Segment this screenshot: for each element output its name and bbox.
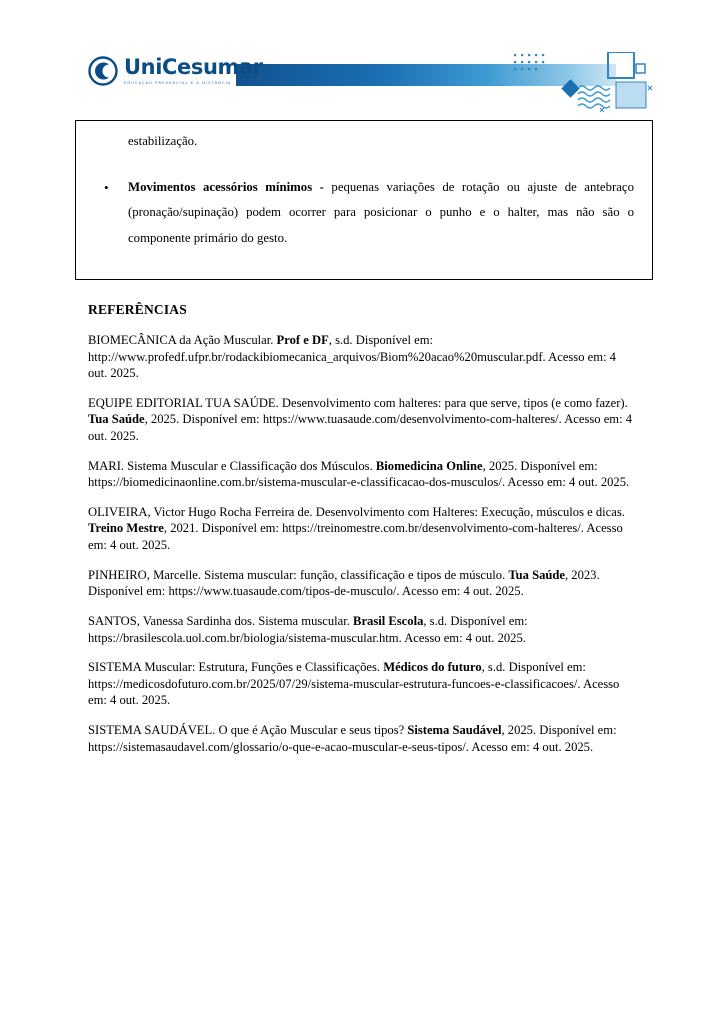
reference-post: , 2025. Disponível em: https://www.tuasaude.com/desenvolvimento-com-halteres/. Acesso em: 4 out. 2025.	[88, 412, 633, 444]
reference-source: Tua Saúde	[88, 412, 145, 427]
reference-pre: OLIVEIRA, Victor Hugo Rocha Ferreira de. Desenvolvimento com Halteres: Execução, músculos e dicas.	[88, 504, 625, 519]
reference-pre: EQUIPE EDITORIAL TUA SAÚDE. Desenvolvimento com halteres: para que serve, tipos (e como fazer).	[88, 395, 628, 410]
reference-pre: SISTEMA SAUDÁVEL. O que é Ação Muscular e seus tipos?	[88, 722, 408, 737]
references-title: REFERÊNCIAS	[88, 302, 187, 317]
unicesumar-logo-icon	[88, 56, 118, 86]
reference-pre: BIOMECÂNICA da Ação Muscular.	[88, 333, 277, 347]
reference-post: , s.d. Disponível em: https://brasilescola.uol.com.br/biologia/sistema-muscular.htm. Acesso em: 4 out. 2025.	[88, 613, 528, 645]
reference-entry	[88, 567, 634, 600]
reference-entry	[88, 332, 634, 382]
unicesumar-logo-text-block	[124, 57, 263, 85]
reference-entry	[88, 458, 634, 491]
reference-source: Brasil Escola	[353, 613, 424, 628]
header-decoration-graphic	[512, 52, 658, 114]
references-section	[88, 302, 634, 768]
unicesumar-logo-tagline: EDUCAÇÃO PRESENCIAL E A DISTÂNCIA	[124, 81, 232, 85]
reference-source: Biomedicina Online	[375, 458, 483, 473]
reference-entry	[88, 659, 634, 709]
reference-entry	[88, 722, 634, 755]
reference-post: , s.d. Disponível em: http://www.profedf.ufpr.br/rodackibiomecanica_arquivos/Biom%20acao%20muscular.pdf. Acesso em: 4 out. 2025.	[88, 333, 616, 381]
bullet-list-item	[104, 175, 634, 252]
reference-source: Tua Saúde	[508, 567, 565, 582]
reference-post: , s.d. Disponível em: https://medicosdofuturo.com.br/2025/07/29/sistema-muscular-estrutura-funcoes-e-classificacoes/. Acesso em: 4 out. 2025.	[88, 660, 620, 708]
unicesumar-logo-text	[124, 57, 263, 78]
reference-source: Prof e DF	[276, 333, 329, 347]
bullet-marker-icon: •	[104, 179, 109, 195]
unicesumar-logo	[88, 56, 263, 86]
reference-entry	[88, 504, 634, 554]
reference-post: , 2025. Disponível em: https://sistemasaudavel.com/glossario/o-que-e-acao-muscular-e-seus-tipos/. Acesso em: 4 out. 2025.	[88, 722, 617, 754]
continued-text-line: estabilização.	[128, 134, 198, 148]
logo-suffix: Cesumar	[162, 55, 263, 79]
reference-post: , 2021. Disponível em: https://treinomestre.com.br/desenvolvimento-com-halteres/. Acesso em: 4 out. 2025.	[88, 521, 623, 553]
bullet-item-strong: Movimentos acessórios mínimos -	[128, 179, 324, 194]
reference-source: Médicos do futuro	[383, 660, 482, 675]
reference-source: Treino Mestre	[88, 521, 164, 536]
reference-source: Sistema Saudável	[407, 722, 502, 737]
reference-post: , 2023. Disponível em: https://www.tuasaude.com/tipos-de-musculo/. Acesso em: 4 out. 2025.	[88, 567, 600, 599]
reference-pre: MARI. Sistema Muscular e Classificação dos Músculos.	[88, 458, 376, 473]
reference-pre: SISTEMA Muscular: Estrutura, Funções e Classificações.	[88, 660, 384, 675]
reference-post: , 2025. Disponível em: https://biomedicinaonline.com.br/sistema-muscular-e-classificacao-dos-musculos/. Acesso em: 4 out. 2025.	[88, 458, 630, 490]
page-header	[88, 52, 658, 114]
reference-entry	[88, 613, 634, 646]
reference-pre: SANTOS, Vanessa Sardinha dos. Sistema muscular.	[88, 613, 354, 628]
logo-prefix: Uni	[124, 55, 163, 79]
reference-entry	[88, 395, 634, 445]
reference-pre: PINHEIRO, Marcelle. Sistema muscular: função, classificação e tipos de músculo.	[88, 567, 509, 582]
bullet-item-text: pequenas variações de rotação ou ajuste de antebraço (pronação/supinação) podem ocorrer para posicionar o punho e o halter, mas não são o componente primário do gesto.	[128, 179, 634, 245]
continued-content-box	[75, 120, 653, 280]
